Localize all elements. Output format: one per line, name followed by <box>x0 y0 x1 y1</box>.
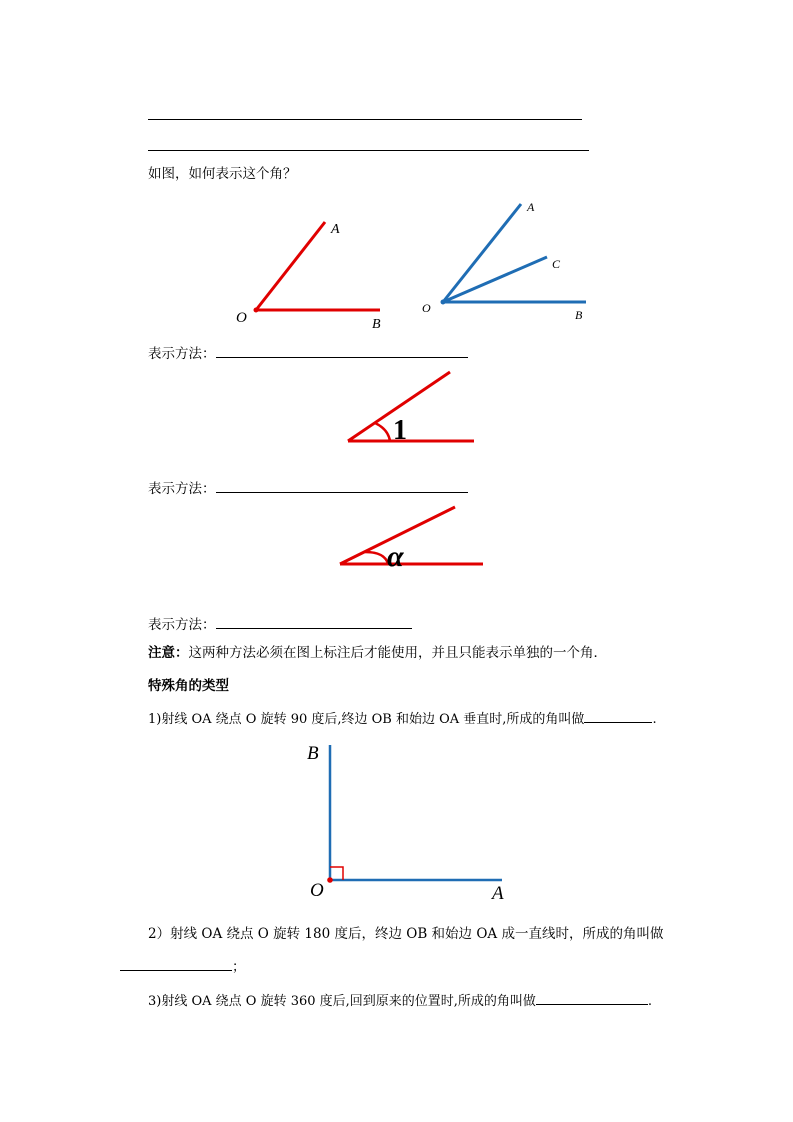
ray-oa <box>443 204 521 302</box>
label-o: O <box>236 310 247 326</box>
method-row-2 <box>148 478 468 498</box>
item-1-end: . <box>652 712 657 727</box>
method-answer-blank[interactable] <box>216 478 468 493</box>
angle-aob-figure <box>225 210 395 335</box>
item-3-end: . <box>647 994 653 1009</box>
answer-line-1 <box>148 119 582 120</box>
item-2-continuation <box>120 956 246 976</box>
angle-arc <box>375 423 390 441</box>
label-o: O <box>422 301 431 315</box>
item-1 <box>148 708 657 729</box>
angle-label-1: 1 <box>393 415 407 446</box>
section-title: 特殊角的类型 <box>148 678 229 694</box>
answer-line-2 <box>148 150 589 151</box>
label-b: B <box>307 743 319 764</box>
item-2 <box>148 925 663 943</box>
ray-oc <box>443 257 547 302</box>
question-intro: 如图，如何表示这个角？ <box>148 166 297 182</box>
method-label: 表示方法： <box>148 481 216 497</box>
item-3 <box>148 990 652 1011</box>
label-a: A <box>492 883 504 904</box>
method-answer-blank[interactable] <box>216 343 468 358</box>
angle-aocb-figure <box>415 195 595 330</box>
note-text: 这两种方法必须在图上标注后才能使用，并且只能表示单独的一个角． <box>188 645 607 661</box>
vertex-o <box>254 308 259 313</box>
label-b: B <box>575 308 583 322</box>
angle-1-figure <box>340 365 480 450</box>
method-label: 表示方法： <box>148 346 216 362</box>
label-b: B <box>372 317 381 332</box>
angle-label-alpha: α <box>387 540 404 573</box>
angle-alpha-figure <box>335 500 490 575</box>
item-2-end: ； <box>232 959 246 975</box>
item-1-blank[interactable] <box>584 708 652 723</box>
item-2-blank[interactable] <box>120 956 232 971</box>
label-a: A <box>331 222 340 237</box>
note-paragraph <box>148 644 607 662</box>
item-3-blank[interactable] <box>536 990 648 1005</box>
method-answer-blank[interactable] <box>216 614 412 629</box>
ray-oa <box>256 222 325 310</box>
label-o: O <box>310 880 324 901</box>
vertex-o <box>327 877 333 883</box>
method-row-1 <box>148 343 468 363</box>
note-prefix: 注意： <box>148 645 189 661</box>
item-1-text: 1)射线 OA 绕点 O 旋转 90 度后,终边 OB 和始边 OA 垂直时,所成的角叫做 <box>148 712 585 727</box>
angle-arc <box>365 552 388 564</box>
method-row-3 <box>148 614 412 634</box>
method-label: 表示方法： <box>148 617 216 633</box>
item-3-text: 3)射线 OA 绕点 O 旋转 360 度后,回到原来的位置时,所成的角叫做 <box>148 994 536 1009</box>
item-2-text: 2）射线 OA 绕点 O 旋转 180 度后，终边 OB 和始边 OA 成一直线时，所成的角叫做 <box>148 926 664 942</box>
label-c: C <box>552 257 561 271</box>
vertex-o <box>441 300 446 305</box>
label-a: A <box>527 200 535 214</box>
right-angle-figure <box>300 740 520 910</box>
